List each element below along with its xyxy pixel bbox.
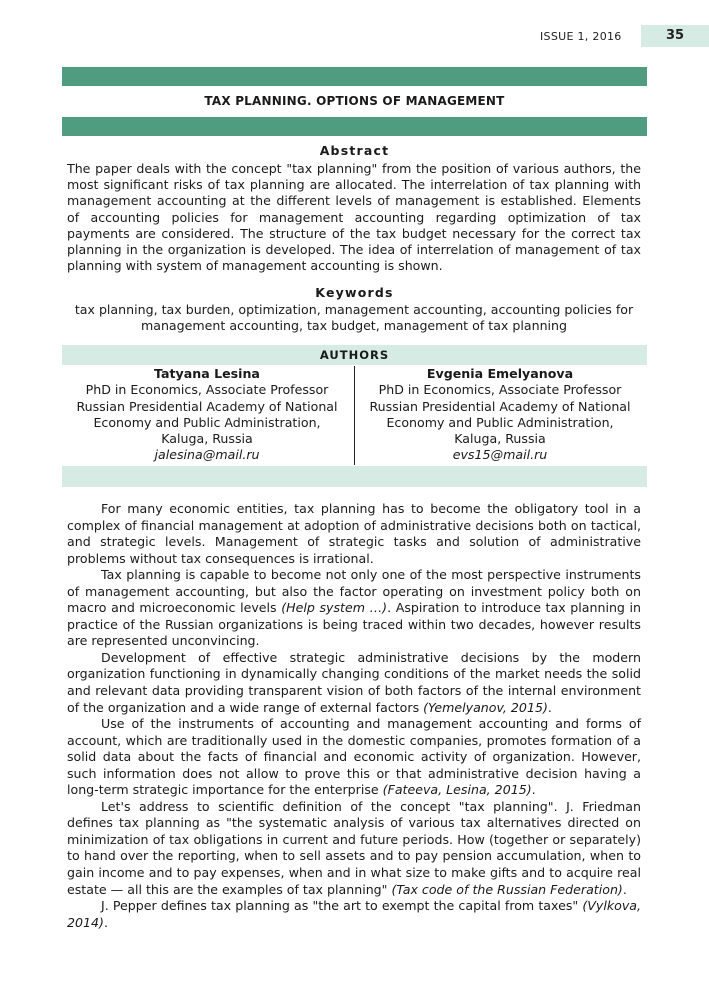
body-paragraph-6: J. Pepper defines tax planning as "the art to exempt the capital from taxes" (Vylkova, 2014). — [67, 898, 641, 930]
author-location: Kaluga, Russia — [454, 431, 546, 447]
body-paragraph-4: Use of the instruments of accounting and management accounting and forms of account, which are traditionally used in the domestic companies, promotes formation of a solid data about the facts of financial and economic activity of organization. However, such information does not allow to prove this or that administrative decision having a long-term strategic importance for the enterprise (Fateeva, Lesina, 2015). — [67, 716, 641, 798]
body-paragraph-2: Tax planning is capable to become not only one of the most perspective instruments of management accounting, but also the factor operating on investment policy both on macro and microeconomic levels (Help system …). Aspiration to introduce tax planning in practice of the Russian organizations is being traced within two decades, however results are represented unconvincing. — [67, 567, 642, 649]
author-affiliation: Russian Presidential Academy of National Economy and Public Administration, — [369, 398, 631, 430]
author-affiliation: Russian Presidential Academy of National Economy and Public Administration, — [76, 398, 338, 430]
citation: (Vylkova, 2014) — [67, 898, 641, 930]
paper-title: TAX PLANNING. OPTIONS OF MANAGEMENT — [204, 94, 505, 108]
page-number: 35 — [641, 25, 709, 47]
abstract-heading: Abstract — [319, 143, 390, 158]
article-body — [67, 501, 641, 931]
author-degree: PhD in Economics, Associate Professor — [85, 382, 329, 398]
author-email[interactable]: evs15@mail.ru — [452, 447, 548, 463]
citation: (Tax code of the Russian Federation) — [391, 881, 623, 897]
author-card-lesina — [62, 366, 352, 464]
keywords-heading: Keywords — [315, 285, 394, 300]
body-paragraph-1: For many economic entities, tax planning has to become the obligatory tool in a complex of financial management at adoption of administrative decisions both on tactical, and strategic levels. Management of strategic tasks and solution of administrative problems without tax consequences is irrational. — [67, 501, 641, 566]
authors-heading: AUTHORS — [62, 345, 647, 365]
author-card-emelyanova — [355, 366, 645, 464]
citation: (Help system …) — [281, 600, 388, 616]
author-name: Evgenia Emelyanova — [426, 366, 574, 381]
issue-label: ISSUE 1, 2016 — [540, 30, 622, 43]
author-name: Tatyana Lesina — [154, 366, 260, 381]
title-top-band — [62, 67, 647, 86]
author-degree: PhD in Economics, Associate Professor — [378, 382, 622, 398]
citation: (Yemelyanov, 2015) — [423, 699, 548, 715]
keywords-text: tax planning, tax burden, optimization, management accounting, accounting policies for management accounting, tax budget, management of tax planning — [74, 302, 634, 334]
title-bottom-band — [62, 117, 647, 136]
body-paragraph-5: Let's address to scientific definition of the concept "tax planning". J. Friedman defines tax planning as "the systematic analysis of various tax alternatives directed on minimization of tax obligations in current and future periods. How (together or separately) to hand over the reporting, when to sell assets and to pay pension accumulation, when to gain income and to pay expenses, when and in what size to make gifts and to acquire real estate — all this are the examples of tax planning" (Tax code of the Russian Federation). — [67, 798, 641, 897]
citation: (Fateeva, Lesina, 2015) — [382, 782, 532, 798]
body-paragraph-3: Development of effective strategic administrative decisions by the modern organization functioning in dynamically changing conditions of the market needs the solid and relevant data providing transparent vision of both factors of the internal environment of the organization and a wide range of external factors (Yemelyanov, 2015). — [67, 649, 641, 715]
author-location: Kaluga, Russia — [161, 431, 253, 447]
abstract-text: The paper deals with the concept "tax planning" from the position of various authors, the most significant risks of tax planning are allocated. The interrelation of tax planning with management accounting at the different levels of management is established. Elements of accounting policies for management accounting regarding optimization of tax payments are considered. The structure of the tax budget necessary for the correct tax planning in the organization is developed. The idea of interrelation of management of tax planning with system of management accounting is shown. — [67, 161, 641, 274]
author-email[interactable]: jalesina@mail.ru — [154, 447, 260, 463]
authors-bottom-band — [62, 466, 647, 487]
